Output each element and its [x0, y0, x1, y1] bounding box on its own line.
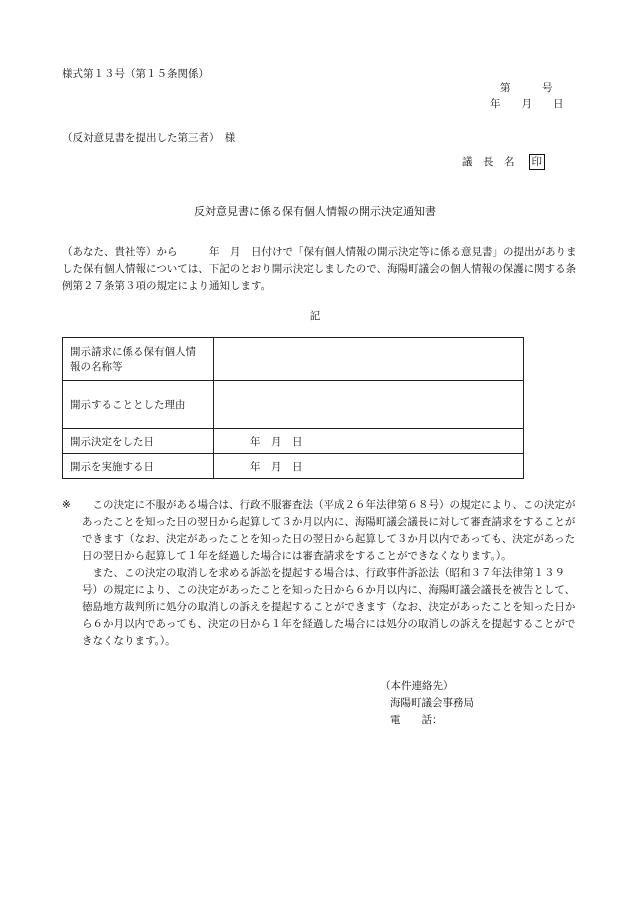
row-value: 年 月 日 — [214, 454, 524, 479]
table-row — [63, 338, 524, 381]
contact-office: 海陽町議会事務局 — [390, 697, 474, 709]
table-row — [63, 454, 524, 479]
row-label: 開示決定をした日 — [63, 429, 214, 454]
contact-heading: （本件連絡先） — [380, 680, 454, 692]
recipient-line: （反対意見書を提出した第三者） 様 — [62, 132, 236, 144]
document-number: 第 号 — [500, 82, 553, 94]
contact-phone: 電 話： — [390, 714, 443, 726]
body-paragraph: （あなた、貴社等）から 年 月 日付けで「保有個人情報の開示決定等に係る意見書」の提出がありました保有個人情報については、下記のとおり開示決定しましたので、海陽町議会の個人情報の保護に関する条例第２７条第３項の規定により通知します。 — [62, 246, 577, 292]
issue-date: 年 月 日 — [490, 98, 564, 110]
row-label: 開示することとした理由 — [63, 381, 214, 429]
document-title: 反対意見書に係る保有個人情報の開示決定通知書 — [194, 205, 436, 218]
note-paragraph-1: この決定に不服がある場合は、行政不服審査法（平成２６年法律第６８号）の規定により、この決定があったことを知った日の翌日から起算して３か月以内に、海陽町議会議長に対して審査請求をすることができます（なお、決定があったことを知った日の翌日から起算して３か月以内であっても、決定があった日の翌日から起算して１年を経過した場合には審査請求をすることができなくなります。）。 — [82, 499, 576, 562]
contact-block — [380, 678, 474, 729]
row-label: 開示請求に係る保有個人情報の名称等 — [63, 338, 214, 381]
notes-section — [62, 497, 578, 650]
disclosure-info-table — [62, 337, 524, 479]
row-value — [214, 338, 524, 381]
note-paragraph-2: また、この決定の取消しを求める訴訟を提起する場合は、行政事件訴訟法（昭和３７年法律第１３９号）の規定により、この決定があったことを知った日から６か月以内に、海陽町議会議長を被告として、徳島地方裁判所に処分の取消しの訴えを提起することができます（なお、決定があったことを知った日から６か月以内であっても、決定の日から１年を経過した場合には処分の取消しの訴えを提起することができなくなります。）。 — [82, 567, 576, 647]
row-label: 開示を実施する日 — [63, 454, 214, 479]
note-row — [62, 497, 578, 650]
table-row — [63, 429, 524, 454]
form-number: 様式第１３号（第１５条関係） — [62, 68, 209, 80]
row-value — [214, 381, 524, 429]
note-body — [82, 497, 578, 650]
table-row — [63, 381, 524, 429]
chair-signature — [462, 154, 545, 170]
chair-name-label: 議 長 名 — [462, 156, 515, 168]
seal-mark: 印 — [529, 154, 546, 170]
ki-heading: 記 — [309, 310, 321, 322]
note-mark: ※ — [62, 499, 71, 511]
row-value: 年 月 日 — [214, 429, 524, 454]
